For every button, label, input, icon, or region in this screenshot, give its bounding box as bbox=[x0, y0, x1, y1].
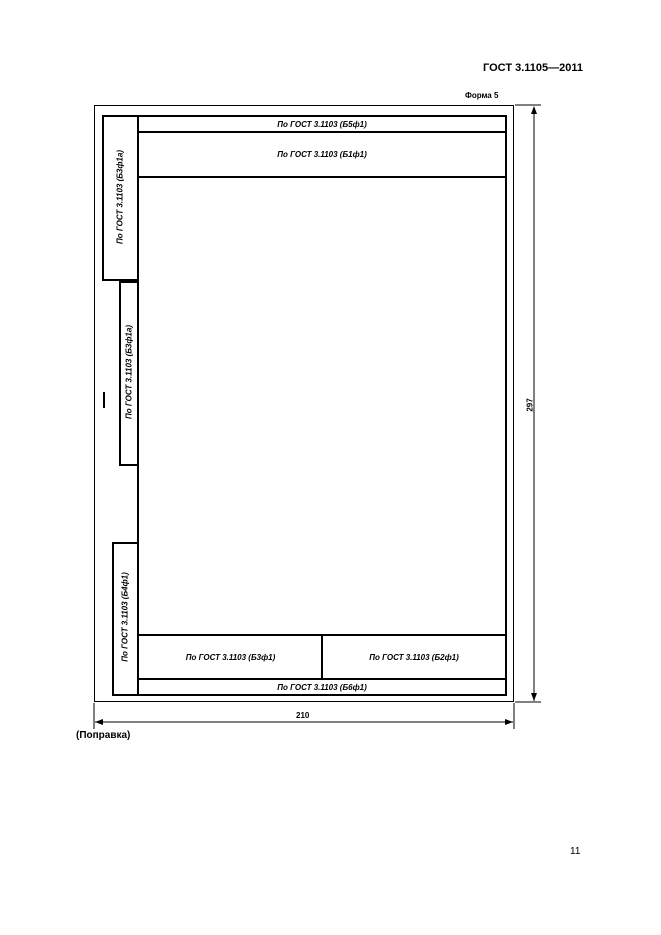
left-middle-label: По ГОСТ 3.1103 (Б3ф1а) bbox=[124, 325, 134, 419]
form-label: Форма 5 bbox=[465, 91, 499, 100]
left-upper-label: По ГОСТ 3.1103 (Б3ф1а) bbox=[115, 150, 125, 244]
bottom-right-cell: По ГОСТ 3.1103 (Б2ф1) bbox=[369, 652, 459, 662]
standard-number: ГОСТ 3.1105—2011 bbox=[483, 62, 583, 74]
amendment-note: (Поправка) bbox=[76, 730, 131, 741]
height-dimension-label: 297 bbox=[525, 398, 535, 412]
bottom-row: По ГОСТ 3.1103 (Б6ф1) bbox=[277, 682, 367, 692]
top-row-1: По ГОСТ 3.1103 (Б5ф1) bbox=[277, 119, 367, 129]
page-number: 11 bbox=[570, 846, 581, 857]
top-row-2: По ГОСТ 3.1103 (Б1ф1) bbox=[277, 150, 367, 159]
width-dimension-label: 210 bbox=[296, 711, 310, 720]
bottom-left-cell: По ГОСТ 3.1103 (Б3ф1) bbox=[185, 652, 276, 662]
left-lower-label: По ГОСТ 3.1103 (Б4ф1) bbox=[120, 572, 130, 662]
